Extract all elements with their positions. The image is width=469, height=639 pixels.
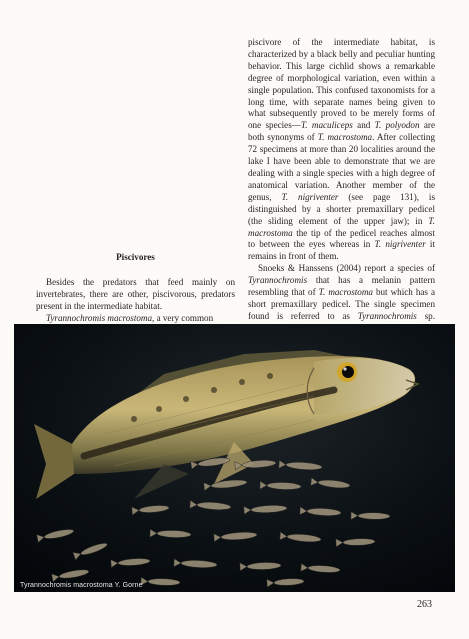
photo-caption: Tyrannochromis macrostoma Y. Gorne (20, 582, 143, 589)
text-run: . After collecting 72 specimens at more than 20 localities around the lake I have been able to demonstrate that we are dealing with a single species with a high degree of anatomical variation. Another member of the genus, (248, 132, 435, 202)
paragraph-piscivore-start (36, 313, 235, 325)
text-run: the tip of the pedicel reaches almost to between the eyes whereas in (248, 227, 435, 250)
species-name: T. macrostoma (317, 132, 373, 143)
paragraph-intro: Besides the predators that feed mainly on invertebrates, there are other, piscivorous, predators present in the intermediate habitat. (36, 276, 235, 311)
section-heading: Piscivores (116, 252, 155, 262)
page-number: 263 (417, 599, 432, 610)
genus-name: Tyrannochromis (248, 275, 308, 286)
text-run: and (352, 120, 375, 131)
fish-photo (14, 324, 455, 592)
right-column (248, 37, 435, 335)
fish-illustration (14, 324, 455, 592)
species-name: T. maculiceps (300, 120, 353, 131)
text-run: are both synonyms of (248, 120, 435, 143)
text-run: but which has a short premaxillary pedicel. The single specimen found is referred to as (248, 287, 435, 321)
species-name: T. polyodon (374, 120, 420, 131)
left-column (36, 252, 235, 325)
paragraph-continuation (248, 37, 435, 263)
text-run: piscivore of the intermediate habitat, is characterized by a black belly and peculiar hunting behavior. This large cichlid shows a remarkable degree of morphological variation, even within a single population. This confused taxonomists for a long time, with separate names being given to what subsequently proved to be merely forms of one species— (248, 37, 435, 131)
species-name: T. nigriventer (374, 239, 426, 250)
species-name: T. macrostoma (318, 287, 373, 298)
text-run: (see page 131), is distinguished by a shorter premaxillary pedicel (the sliding element of the upper jaw); in (248, 191, 435, 226)
species-name: T. macrostoma (248, 215, 435, 238)
genus-name: Tyrannochromis (357, 310, 417, 321)
text-run: , a very common (152, 312, 214, 323)
text-run: it remains in front of them. (248, 239, 435, 262)
text-run: sp. (424, 310, 435, 321)
species-name: T. nigriventer (281, 191, 339, 202)
text-run: Snoeks & Hanssens (2004) report a species of (258, 263, 435, 274)
species-name: Tyrannochromis macrostoma (46, 312, 153, 323)
text-run: that has a melanin pattern resembling that of (248, 275, 435, 298)
